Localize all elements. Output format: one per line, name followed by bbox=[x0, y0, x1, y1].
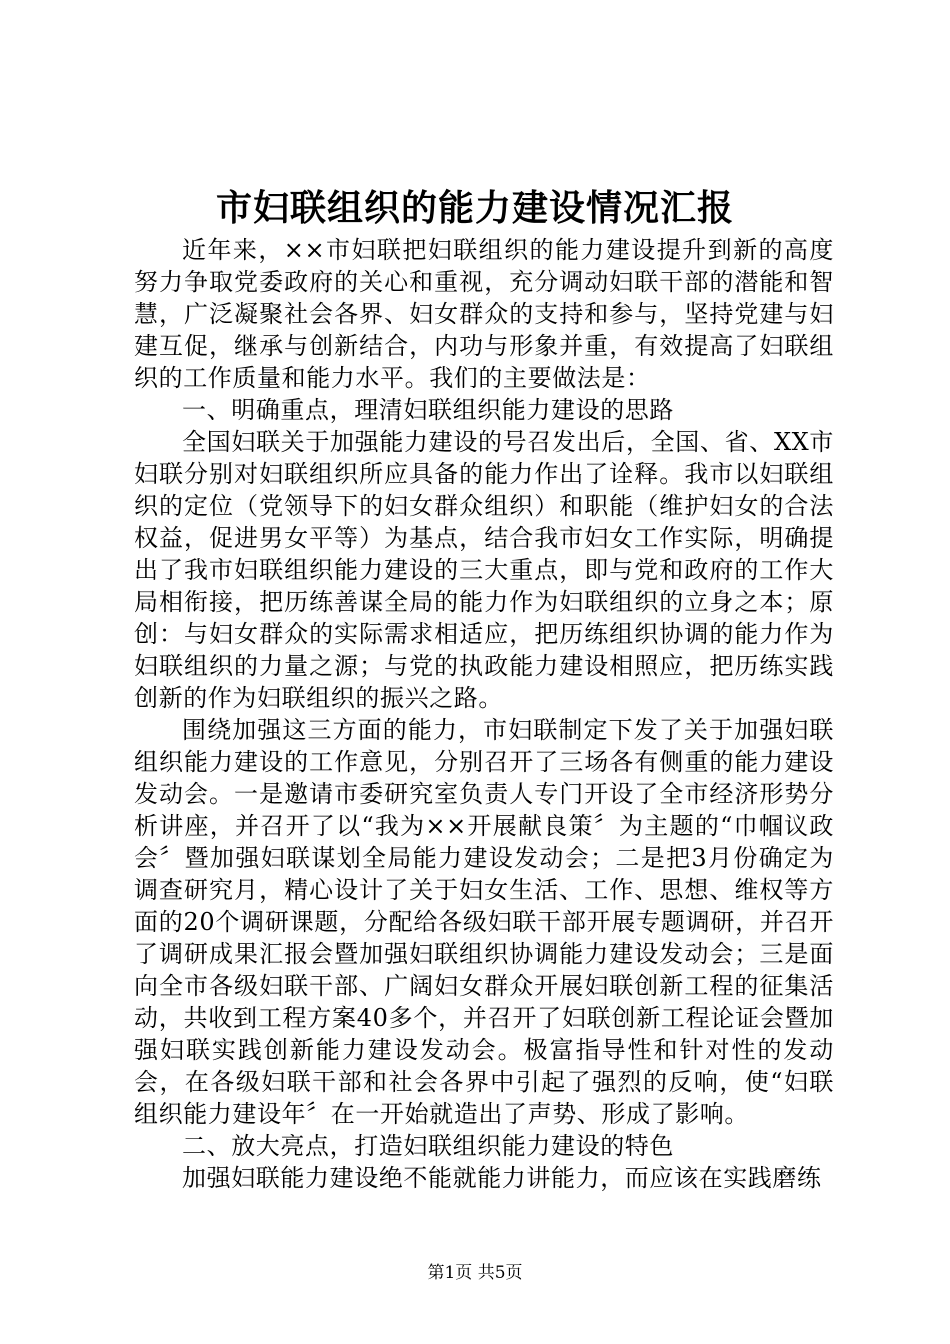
section-heading-1: 一、明确重点，理清妇联组织能力建设的思路 bbox=[182, 396, 674, 424]
page-number-footer: 第1页 共5页 bbox=[427, 1263, 523, 1283]
paragraph-section-2-a: 加强妇联能力建设绝不能就能力讲能力，而应该在实践磨练 bbox=[182, 1164, 822, 1192]
document-title: 市妇联组织的能力建设情况汇报 bbox=[215, 187, 734, 229]
paragraph-intro: 近年来，××市妇联把妇联组织的能力建设提升到新的高度努力争取党委政府的关心和重视，充分调动妇联干部的潜能和智慧，广泛凝聚社会各界、妇女群众的支持和参与，坚持党建与妇建互促，继承与创新结合，内功与形象并重，有效提高了妇联组织的工作质量和能力水平。我们的主要做法是： bbox=[134, 236, 834, 392]
paragraph-section-1-a: 全国妇联关于加强能力建设的号召发出后，全国、省、XX市妇联分别对妇联组织所应具备的能力作出了诠释。我市以妇联组织的定位（党领导下的妇女群众组织）和职能（维护妇女的合法权益，促进男女平等）为基点，结合我市妇女工作实际，明确提出了我市妇联组织能力建设的三大重点，即与党和政府的工作大局相衔接，把历练善谋全局的能力作为妇联组织的立身之本；原创：与妇女群众的实际需求相适应，把历练组织协调的能力作为妇联组织的力量之源；与党的执政能力建设相照应，把历练实践创新的作为妇联组织的振兴之路。 bbox=[134, 428, 834, 712]
paragraph-section-1-b: 围绕加强这三方面的能力，市妇联制定下发了关于加强妇联组织能力建设的工作意见，分别召开了三场各有侧重的能力建设发动会。一是邀请市委研究室负责人专门开设了全市经济形势分析讲座，并召开了以“我为××开展献良策〞为主题的“巾帼议政会〞暨加强妇联谋划全局能力建设发动会；二是把3月份确定为调查研究月，精心设计了关于妇女生活、工作、思想、维权等方面的20个调研课题，分配给各级妇联干部开展专题调研，并召开了调研成果汇报会暨加强妇联组织协调能力建设发动会；三是面向全市各级妇联干部、广阔妇女群众开展妇联创新工程的征集活动，共收到工程方案40多个，并召开了妇联创新工程论证会暨加强妇联实践创新能力建设发动会。极富指导性和针对性的发动会，在各级妇联干部和社会各界中引起了强烈的反响，使“妇联组织能力建设年〞在一开始就造出了声势、形成了影响。 bbox=[134, 716, 834, 1128]
section-heading-2: 二、放大亮点，打造妇联组织能力建设的特色 bbox=[182, 1132, 674, 1160]
document-body bbox=[134, 234, 834, 1194]
